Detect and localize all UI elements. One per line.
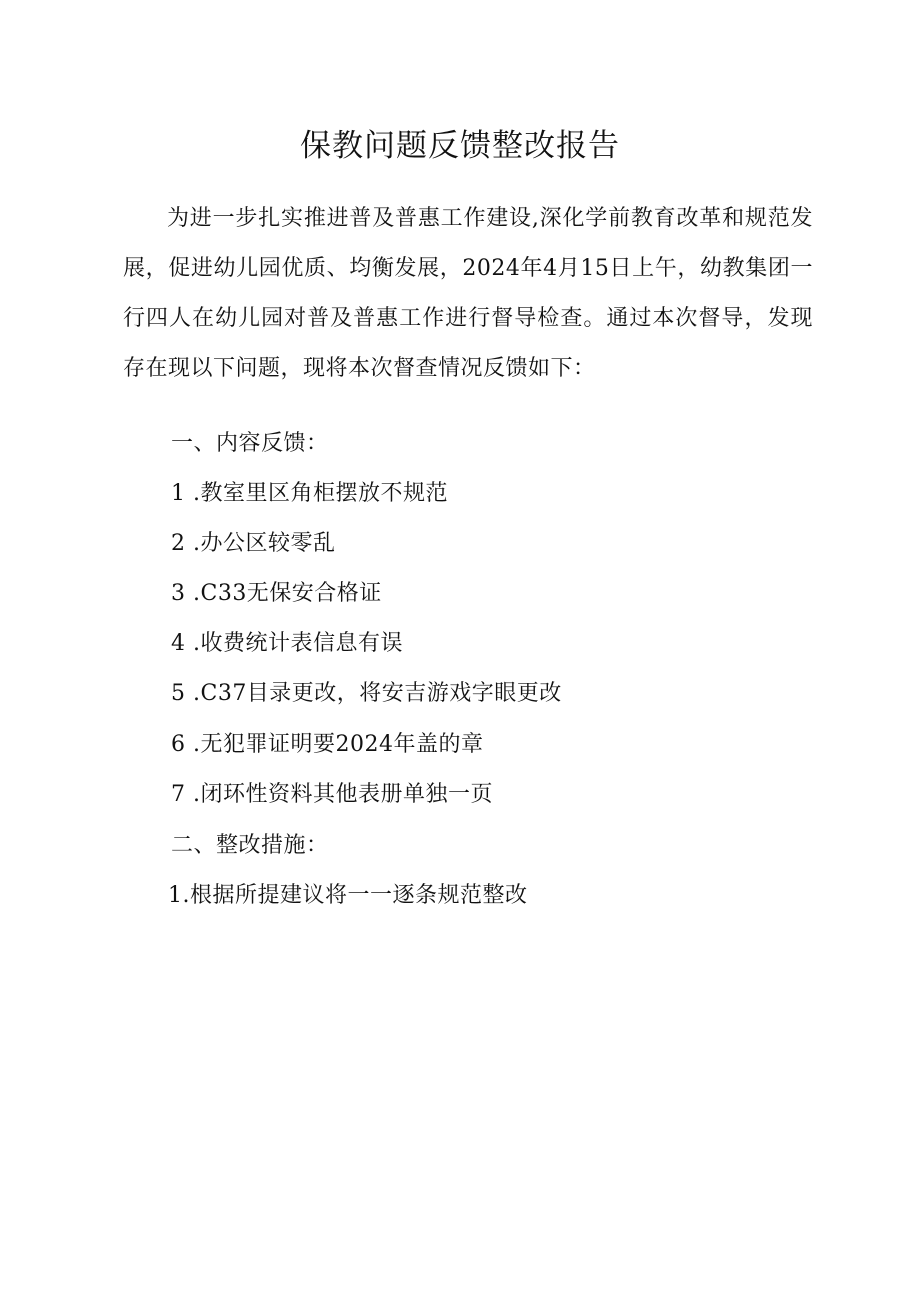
measure-item: 1.根据所提建议将一一逐条规范整改 <box>168 883 528 908</box>
section-heading-feedback: 一、内容反馈： <box>171 431 329 456</box>
intro-paragraph: 为进一步扎实推进普及普惠工作建设,深化学前教育改革和规范发展，促进幼儿园优质、均衡发展，2024年4月15日上午，幼教集团一行四人在幼儿园对普及普惠工作进行督导检查。通过本次督导，发现存在现以下问题，现将本次督查情况反馈如下： <box>123 206 813 381</box>
feedback-item: 7 .闭环性资料其他表册单独一页 <box>171 782 493 807</box>
feedback-item: 5 .C37目录更改，将安吉游戏字眼更改 <box>171 681 562 706</box>
feedback-item: 4 .收费统计表信息有误 <box>171 631 403 656</box>
feedback-item: 6 .无犯罪证明要2024年盖的章 <box>171 732 484 757</box>
document-title: 保教问题反馈整改报告 <box>300 128 620 164</box>
section-heading-measures: 二、整改措施： <box>171 833 329 858</box>
feedback-item: 1 .教室里区角柜摆放不规范 <box>171 481 448 506</box>
feedback-item: 2 .办公区较零乱 <box>171 531 336 556</box>
feedback-item: 3 .C33无保安合格证 <box>171 581 382 606</box>
